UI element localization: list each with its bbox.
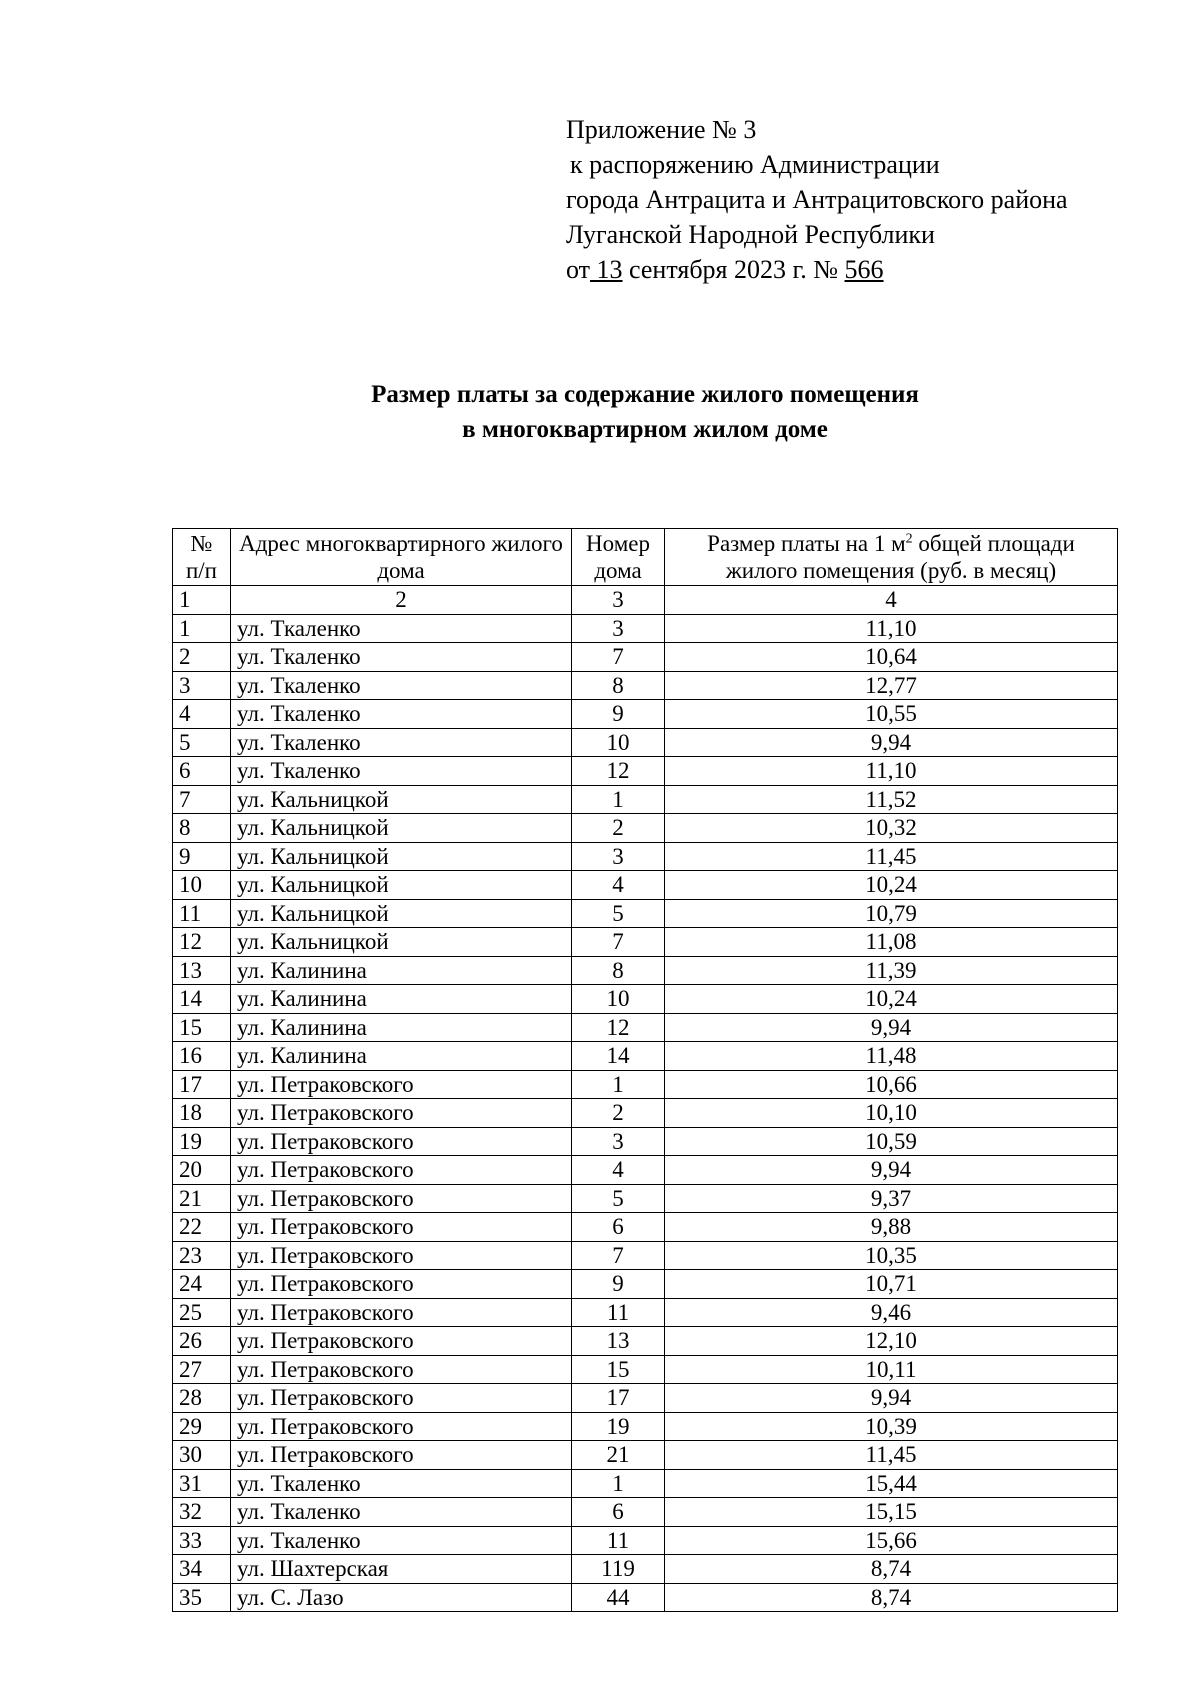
table-row	[173, 1384, 1118, 1413]
row-street: ул. Кальницкой	[231, 785, 572, 814]
row-rate: 11,52	[665, 785, 1118, 814]
row-number: 20	[173, 1156, 231, 1185]
row-house: 6	[572, 1213, 665, 1242]
header-rate: Размер платы на 1 $м^2$ общей площади жилого помещения (руб. в месяц)	[665, 529, 1118, 586]
appendix-header	[566, 112, 1068, 287]
table-row	[173, 899, 1118, 928]
table-header-row	[173, 529, 1118, 586]
row-street: ул. Петраковского	[231, 1441, 572, 1470]
row-rate: 10,66	[665, 1070, 1118, 1099]
row-number: 7	[173, 785, 231, 814]
row-number: 12	[173, 928, 231, 957]
row-rate: 10,79	[665, 899, 1118, 928]
row-rate: 10,64	[665, 643, 1118, 672]
table-row	[173, 1184, 1118, 1213]
row-rate: 11,10	[665, 757, 1118, 786]
row-house: 21	[572, 1441, 665, 1470]
row-street: ул. Петраковского	[231, 1327, 572, 1356]
row-street: ул. Петраковского	[231, 1270, 572, 1299]
title-line-2: в многоквартирном жилом доме	[462, 416, 828, 443]
row-street: ул. Калинина	[231, 956, 572, 985]
row-house: 3	[572, 1127, 665, 1156]
row-street: ул. С. Лазо	[231, 1583, 572, 1612]
row-number: 9	[173, 842, 231, 871]
row-number: 14	[173, 985, 231, 1014]
row-rate: 9,94	[665, 1013, 1118, 1042]
row-street: ул. Кальницкой	[231, 871, 572, 900]
row-street: ул. Калинина	[231, 1042, 572, 1071]
table-row	[173, 1213, 1118, 1242]
row-street: ул. Петраковского	[231, 1355, 572, 1384]
row-rate: 10,59	[665, 1127, 1118, 1156]
date-middle: сентября 2023 г. №	[622, 255, 845, 284]
table-row	[173, 1298, 1118, 1327]
row-street: ул. Ткаленко	[231, 643, 572, 672]
row-street: ул. Петраковского	[231, 1070, 572, 1099]
row-rate: 11,08	[665, 928, 1118, 957]
col-num-4: 4	[665, 586, 1118, 615]
row-number: 10	[173, 871, 231, 900]
row-number: 33	[173, 1526, 231, 1555]
table-row	[173, 871, 1118, 900]
table-row	[173, 728, 1118, 757]
row-house: 9	[572, 700, 665, 729]
row-number: 28	[173, 1384, 231, 1413]
row-rate: 11,48	[665, 1042, 1118, 1071]
row-rate: 10,55	[665, 700, 1118, 729]
row-rate: 12,77	[665, 671, 1118, 700]
row-house: 10	[572, 985, 665, 1014]
row-number: 1	[173, 614, 231, 643]
row-street: ул. Ткаленко	[231, 728, 572, 757]
row-house: 14	[572, 1042, 665, 1071]
table-row	[173, 671, 1118, 700]
row-rate: 8,74	[665, 1583, 1118, 1612]
table-row	[173, 1469, 1118, 1498]
table-row	[173, 956, 1118, 985]
row-rate: 10,24	[665, 985, 1118, 1014]
row-street: ул. Петраковского	[231, 1298, 572, 1327]
row-number: 30	[173, 1441, 231, 1470]
row-house: 1	[572, 1469, 665, 1498]
row-number: 25	[173, 1298, 231, 1327]
table-row	[173, 1412, 1118, 1441]
row-house: 19	[572, 1412, 665, 1441]
row-street: ул. Ткаленко	[231, 614, 572, 643]
row-house: 12	[572, 1013, 665, 1042]
table-row	[173, 1013, 1118, 1042]
row-number: 24	[173, 1270, 231, 1299]
table-row	[173, 1099, 1118, 1128]
row-house: 7	[572, 928, 665, 957]
row-number: 31	[173, 1469, 231, 1498]
table-row	[173, 814, 1118, 843]
row-house: 3	[572, 614, 665, 643]
row-rate: 9,94	[665, 1384, 1118, 1413]
row-street: ул. Петраковского	[231, 1099, 572, 1128]
row-street: ул. Петраковского	[231, 1156, 572, 1185]
table-row	[173, 1270, 1118, 1299]
table-row	[173, 1555, 1118, 1584]
document-title	[0, 377, 1200, 447]
row-house: 1	[572, 1070, 665, 1099]
row-rate: 10,71	[665, 1270, 1118, 1299]
appendix-date	[566, 252, 1068, 287]
row-house: 17	[572, 1384, 665, 1413]
date-day: 13	[590, 255, 623, 284]
row-rate: 11,10	[665, 614, 1118, 643]
table-row	[173, 1355, 1118, 1384]
row-rate: 15,44	[665, 1469, 1118, 1498]
row-house: 4	[572, 1156, 665, 1185]
row-number: 8	[173, 814, 231, 843]
date-prefix: от	[566, 255, 591, 284]
row-number: 34	[173, 1555, 231, 1584]
row-street: ул. Ткаленко	[231, 1526, 572, 1555]
order-number: 566	[844, 255, 884, 284]
appendix-city: города Антрацита и Антрацитовского района	[566, 185, 1068, 214]
row-house: 11	[572, 1526, 665, 1555]
table-row	[173, 842, 1118, 871]
row-street: ул. Петраковского	[231, 1412, 572, 1441]
row-house: 3	[572, 842, 665, 871]
row-street: ул. Кальницкой	[231, 928, 572, 957]
header-house: Номер дома	[572, 529, 665, 586]
row-rate: 9,37	[665, 1184, 1118, 1213]
table-row	[173, 1127, 1118, 1156]
row-house: 8	[572, 671, 665, 700]
row-number: 16	[173, 1042, 231, 1071]
header-address: Адрес многоквартирного жилого дома	[231, 529, 572, 586]
row-rate: 9,94	[665, 728, 1118, 757]
table-row	[173, 1441, 1118, 1470]
row-house: 4	[572, 871, 665, 900]
row-number: 3	[173, 671, 231, 700]
row-street: ул. Кальницкой	[231, 814, 572, 843]
row-number: 32	[173, 1498, 231, 1527]
row-number: 18	[173, 1099, 231, 1128]
row-house: 9	[572, 1270, 665, 1299]
row-rate: 12,10	[665, 1327, 1118, 1356]
col-num-2: 2	[231, 586, 572, 615]
row-street: ул. Кальницкой	[231, 899, 572, 928]
row-number: 6	[173, 757, 231, 786]
row-street: ул. Калинина	[231, 985, 572, 1014]
appendix-republic: Луганской Народной Республики	[566, 220, 935, 249]
row-rate: 9,88	[665, 1213, 1118, 1242]
col-num-3: 3	[572, 586, 665, 615]
table-row	[173, 1042, 1118, 1071]
row-street: ул. Петраковского	[231, 1127, 572, 1156]
row-house: 11	[572, 1298, 665, 1327]
row-house: 13	[572, 1327, 665, 1356]
table-row	[173, 1327, 1118, 1356]
row-house: 15	[572, 1355, 665, 1384]
row-street: ул. Петраковского	[231, 1384, 572, 1413]
table-row	[173, 1498, 1118, 1527]
table-row	[173, 1526, 1118, 1555]
column-number-row	[173, 586, 1118, 615]
row-rate: 15,15	[665, 1498, 1118, 1527]
row-street: ул. Ткаленко	[231, 671, 572, 700]
row-house: 1	[572, 785, 665, 814]
row-number: 5	[173, 728, 231, 757]
title-line-1: Размер платы за содержание жилого помещения	[371, 381, 919, 408]
row-number: 11	[173, 899, 231, 928]
row-house: 6	[572, 1498, 665, 1527]
row-street: ул. Ткаленко	[231, 1498, 572, 1527]
row-house: 7	[572, 1241, 665, 1270]
row-house: 44	[572, 1583, 665, 1612]
table-row	[173, 614, 1118, 643]
row-rate: 10,11	[665, 1355, 1118, 1384]
row-house: 7	[572, 643, 665, 672]
row-street: ул. Петраковского	[231, 1184, 572, 1213]
row-house: 119	[572, 1555, 665, 1584]
row-number: 15	[173, 1013, 231, 1042]
table-row	[173, 1156, 1118, 1185]
table-row	[173, 1070, 1118, 1099]
table-row	[173, 700, 1118, 729]
row-street: ул. Ткаленко	[231, 700, 572, 729]
table-row	[173, 757, 1118, 786]
appendix-order-ref: к распоряжению Администрации	[570, 150, 940, 179]
row-house: 2	[572, 814, 665, 843]
row-street: ул. Шахтерская	[231, 1555, 572, 1584]
row-number: 26	[173, 1327, 231, 1356]
row-house: 5	[572, 1184, 665, 1213]
table-row	[173, 785, 1118, 814]
row-rate: 9,94	[665, 1156, 1118, 1185]
table-row	[173, 1241, 1118, 1270]
rates-table	[172, 528, 1118, 1612]
row-rate: 10,32	[665, 814, 1118, 843]
row-number: 2	[173, 643, 231, 672]
row-street: ул. Петраковского	[231, 1241, 572, 1270]
row-rate: 11,45	[665, 842, 1118, 871]
row-number: 22	[173, 1213, 231, 1242]
row-number: 27	[173, 1355, 231, 1384]
row-rate: 9,46	[665, 1298, 1118, 1327]
row-street: ул. Петраковского	[231, 1213, 572, 1242]
row-house: 12	[572, 757, 665, 786]
col-num-1: 1	[173, 586, 231, 615]
row-house: 8	[572, 956, 665, 985]
row-number: 17	[173, 1070, 231, 1099]
row-rate: 11,45	[665, 1441, 1118, 1470]
table-row	[173, 985, 1118, 1014]
row-rate: 10,24	[665, 871, 1118, 900]
header-number: № п/п	[173, 529, 231, 586]
row-street: ул. Ткаленко	[231, 757, 572, 786]
row-street: ул. Ткаленко	[231, 1469, 572, 1498]
row-number: 21	[173, 1184, 231, 1213]
row-house: 2	[572, 1099, 665, 1128]
table-row	[173, 643, 1118, 672]
row-number: 35	[173, 1583, 231, 1612]
table-row	[173, 928, 1118, 957]
row-rate: 8,74	[665, 1555, 1118, 1584]
row-number: 29	[173, 1412, 231, 1441]
row-number: 23	[173, 1241, 231, 1270]
row-number: 19	[173, 1127, 231, 1156]
row-house: 5	[572, 899, 665, 928]
row-number: 4	[173, 700, 231, 729]
row-rate: 10,35	[665, 1241, 1118, 1270]
row-rate: 10,39	[665, 1412, 1118, 1441]
row-rate: 15,66	[665, 1526, 1118, 1555]
row-number: 13	[173, 956, 231, 985]
table-row	[173, 1583, 1118, 1612]
row-rate: 10,10	[665, 1099, 1118, 1128]
row-street: ул. Кальницкой	[231, 842, 572, 871]
row-street: ул. Калинина	[231, 1013, 572, 1042]
row-house: 10	[572, 728, 665, 757]
row-rate: 11,39	[665, 956, 1118, 985]
appendix-title: Приложение № 3	[566, 115, 757, 144]
